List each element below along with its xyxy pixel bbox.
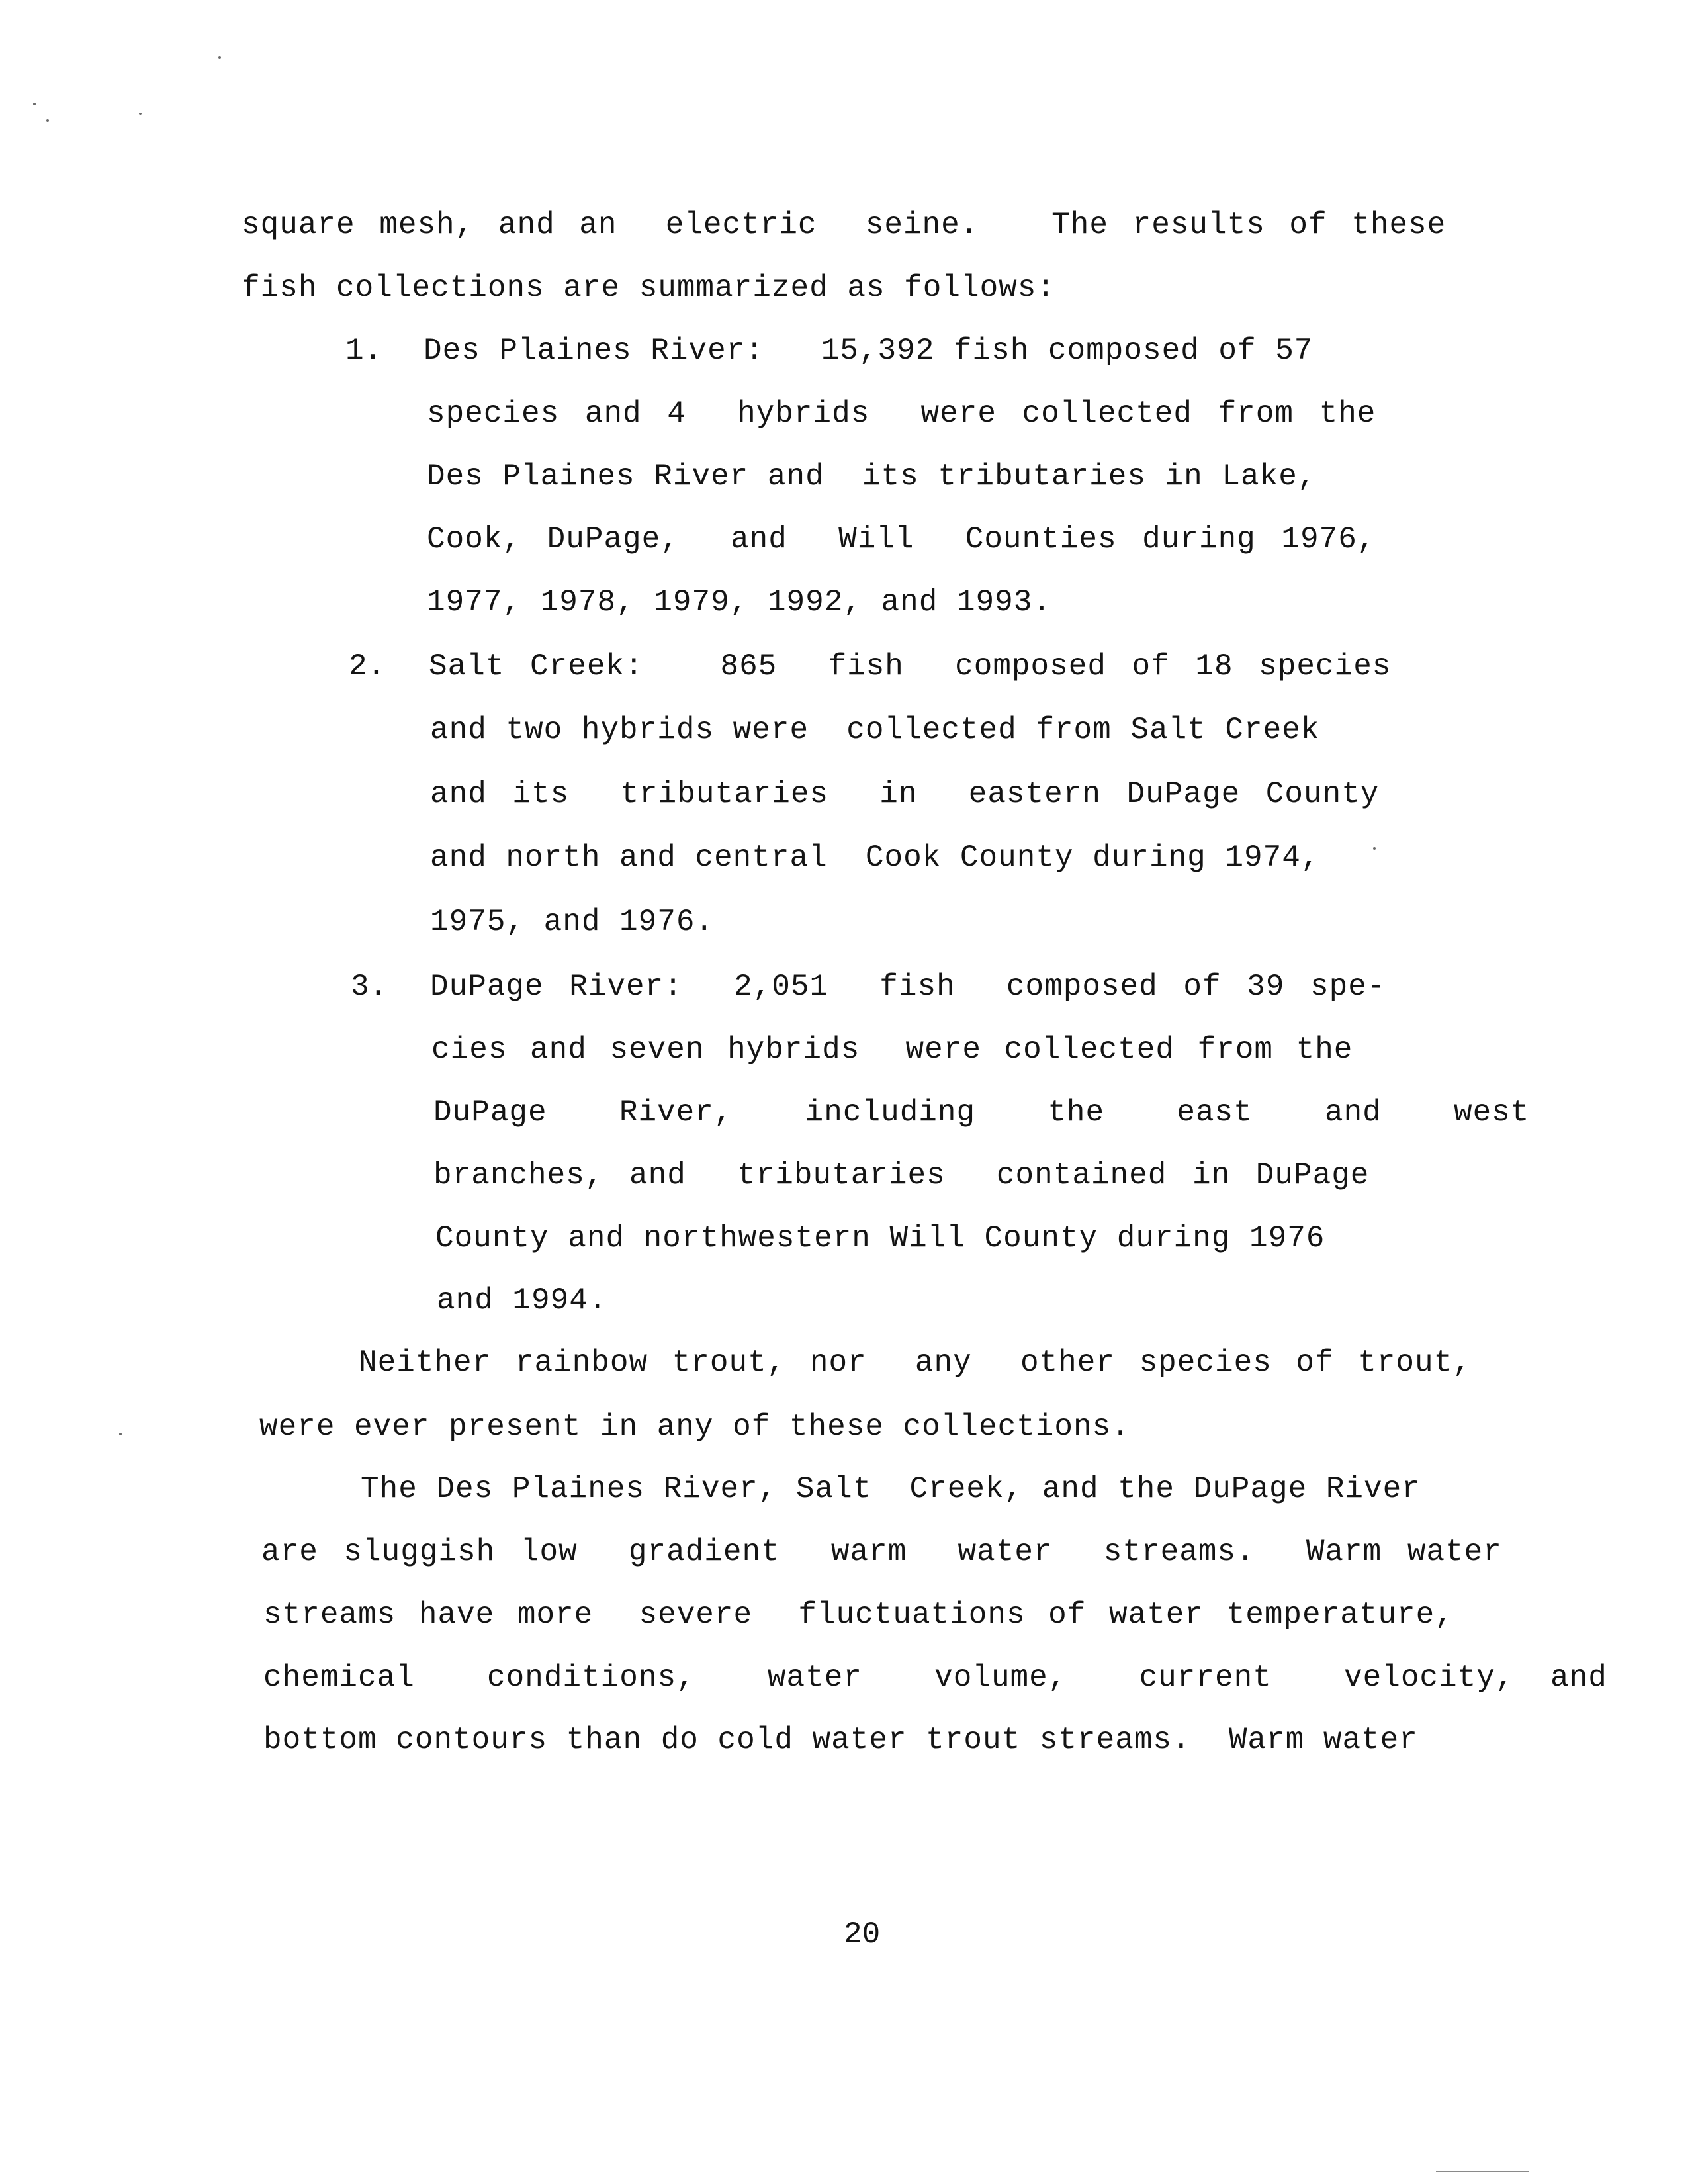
scan-speck (119, 1433, 122, 1435)
list-item-3-number: 3. (351, 970, 388, 1004)
list-item-2-line-1: Salt Creek: 865 fish composed of 18 species (429, 649, 1392, 684)
list-item-3-line-2: cies and seven hybrids were collected from the (431, 1032, 1353, 1067)
scan-speck (46, 119, 49, 122)
scan-speck (218, 56, 221, 59)
list-item-2-line-2: and two hybrids were collected from Salt Creek (430, 713, 1320, 747)
list-item-3-line-5: County and northwestern Will County during 1976 (435, 1221, 1325, 1255)
list-item-1-line-1: Des Plaines River: 15,392 fish composed of 57 (424, 334, 1314, 368)
scan-speck (139, 113, 142, 115)
paragraph-3-line-2: are sluggish low gradient warm water streams. Warm water (261, 1535, 1502, 1569)
list-item-2-line-5: 1975, and 1976. (430, 905, 715, 939)
list-item-2-line-3: and its tributaries in eastern DuPage County (430, 777, 1380, 811)
paragraph-3-line-1: The Des Plaines River, Salt Creek, and the DuPage River (361, 1472, 1421, 1506)
list-item-3-line-3: DuPage River, including the east and west (433, 1095, 1530, 1130)
scan-edge-mark (1436, 2171, 1529, 2172)
list-item-3-line-6: and 1994. (437, 1283, 607, 1318)
paragraph-3-line-4: chemical conditions, water volume, current velocity, and (263, 1661, 1607, 1695)
paragraph-3-line-3: streams have more severe fluctuations of water temperature, (263, 1598, 1454, 1632)
scan-speck (1373, 847, 1376, 850)
list-item-1-number: 1. (345, 334, 382, 368)
scan-speck (33, 103, 36, 105)
list-item-3-line-1: DuPage River: 2,051 fish composed of 39 spe- (430, 970, 1386, 1004)
list-item-2-number: 2. (349, 649, 386, 684)
paragraph-3-line-5: bottom contours than do cold water trout streams. Warm water (263, 1723, 1418, 1757)
list-item-1-line-3: Des Plaines River and its tributaries in Lake, (427, 459, 1317, 494)
paragraph-2-line-1: Neither rainbow trout, nor any other species of trout, (359, 1345, 1472, 1380)
list-item-2-line-4: and north and central Cook County during 1974, (430, 841, 1320, 875)
list-item-1-line-2: species and 4 hybrids were collected from the (427, 396, 1376, 431)
page-number: 20 (844, 1917, 881, 1952)
list-item-1-line-5: 1977, 1978, 1979, 1992, and 1993. (427, 585, 1051, 619)
intro-line-2: fish collections are summarized as follows: (242, 271, 1055, 305)
paragraph-2-line-2: were ever present in any of these collections. (259, 1410, 1130, 1444)
list-item-1-line-4: Cook, DuPage, and Will Counties during 1976, (427, 522, 1376, 557)
list-item-3-line-4: branches, and tributaries contained in DuPage (433, 1158, 1370, 1193)
intro-line-1: square mesh, and an electric seine. The results of these (242, 208, 1447, 242)
